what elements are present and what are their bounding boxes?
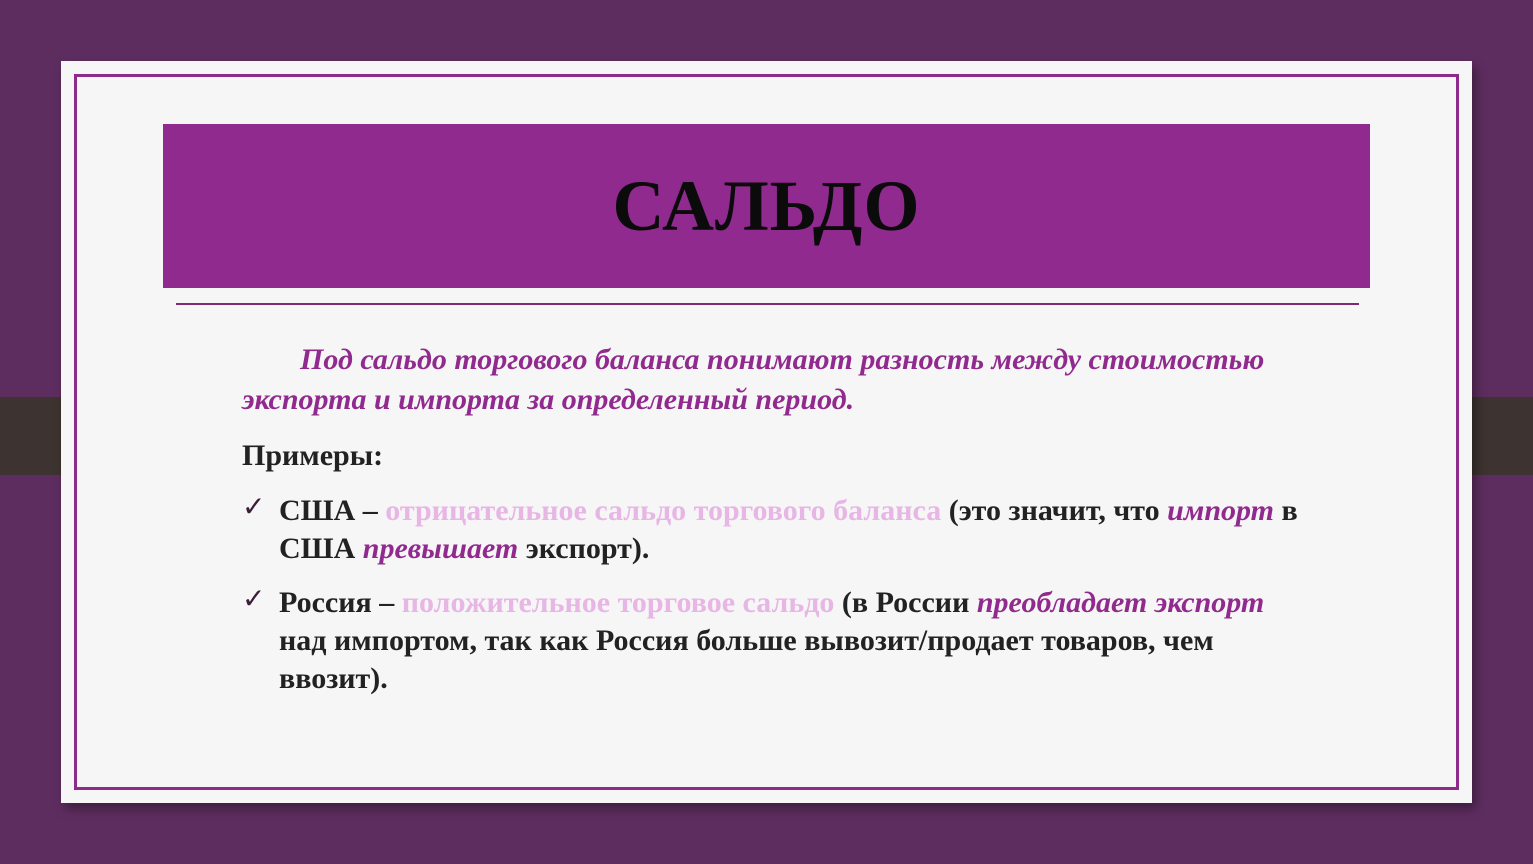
country-usa: США – — [279, 494, 386, 527]
slide-body — [242, 340, 1302, 698]
checkmark-icon: ✓ — [242, 584, 266, 615]
negative-balance-text: отрицательное сальдо торгового баланса — [385, 494, 942, 527]
explanation-text: экспорт). — [518, 532, 650, 565]
country-russia: Россия – — [279, 586, 402, 619]
import-emphasis: импорт — [1167, 494, 1274, 527]
positive-balance-text: положительное торговое сальдо — [401, 586, 835, 619]
definition-text: Под сальдо торгового баланса понимают разность между стоимостью экспорта и импорта за определенный период. — [242, 343, 1265, 416]
divider-line — [176, 303, 1359, 305]
export-prevails-emphasis: преобладает экспорт — [976, 586, 1265, 619]
example-item-usa — [242, 492, 1302, 568]
explanation-text: над импортом, так как Россия больше вывозит/продает товаров, чем ввозит). — [279, 624, 1214, 695]
title-banner — [163, 124, 1370, 288]
explanation-text: (это значит, что — [941, 494, 1168, 527]
checkmark-icon: ✓ — [242, 492, 266, 523]
exceeds-emphasis: превышает — [362, 532, 519, 565]
example-item-russia — [242, 584, 1302, 698]
examples-label: Примеры: — [242, 439, 384, 472]
explanation-text: в США — [279, 494, 1298, 565]
slide-title: САЛЬДО — [612, 165, 921, 246]
explanation-text: (в России — [834, 586, 977, 619]
